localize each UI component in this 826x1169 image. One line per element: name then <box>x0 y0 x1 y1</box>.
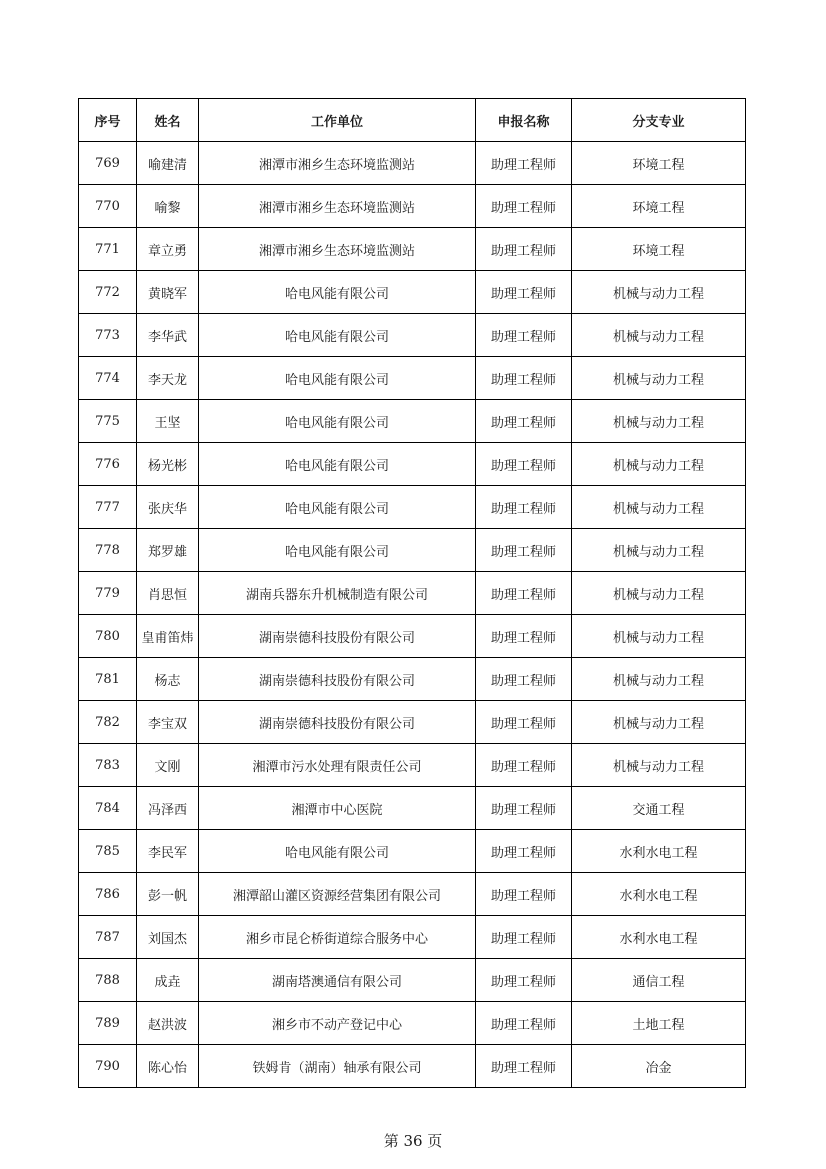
header-serial-number: 序号 <box>79 99 137 142</box>
table-row <box>79 1045 746 1088</box>
table-header-row <box>79 99 746 142</box>
cell-work-unit: 湘潭韶山灌区资源经营集团有限公司 <box>199 873 476 916</box>
table-row <box>79 142 746 185</box>
header-name: 姓名 <box>137 99 199 142</box>
cell-name: 冯泽西 <box>137 787 199 830</box>
cell-specialty: 机械与动力工程 <box>572 314 746 357</box>
cell-serial-number: 774 <box>79 357 137 400</box>
cell-specialty: 机械与动力工程 <box>572 486 746 529</box>
table-body <box>79 142 746 1088</box>
cell-serial-number: 790 <box>79 1045 137 1088</box>
cell-work-unit: 哈电风能有限公司 <box>199 443 476 486</box>
cell-name: 李民军 <box>137 830 199 873</box>
cell-application-title: 助理工程师 <box>476 787 572 830</box>
cell-specialty: 机械与动力工程 <box>572 615 746 658</box>
cell-application-title: 助理工程师 <box>476 744 572 787</box>
cell-application-title: 助理工程师 <box>476 830 572 873</box>
cell-work-unit: 哈电风能有限公司 <box>199 400 476 443</box>
cell-name: 喻黎 <box>137 185 199 228</box>
cell-specialty: 环境工程 <box>572 185 746 228</box>
cell-application-title: 助理工程师 <box>476 314 572 357</box>
cell-serial-number: 784 <box>79 787 137 830</box>
cell-application-title: 助理工程师 <box>476 701 572 744</box>
table-row <box>79 529 746 572</box>
cell-serial-number: 781 <box>79 658 137 701</box>
cell-application-title: 助理工程师 <box>476 486 572 529</box>
cell-application-title: 助理工程师 <box>476 1002 572 1045</box>
table-row <box>79 830 746 873</box>
table-row <box>79 1002 746 1045</box>
roster-table <box>78 98 746 1088</box>
cell-specialty: 机械与动力工程 <box>572 271 746 314</box>
cell-specialty: 水利水电工程 <box>572 916 746 959</box>
cell-work-unit: 湖南塔澳通信有限公司 <box>199 959 476 1002</box>
cell-specialty: 机械与动力工程 <box>572 357 746 400</box>
cell-serial-number: 773 <box>79 314 137 357</box>
cell-work-unit: 湘潭市湘乡生态环境监测站 <box>199 228 476 271</box>
cell-application-title: 助理工程师 <box>476 400 572 443</box>
cell-name: 赵洪波 <box>137 1002 199 1045</box>
cell-application-title: 助理工程师 <box>476 615 572 658</box>
cell-work-unit: 湘乡市不动产登记中心 <box>199 1002 476 1045</box>
cell-serial-number: 786 <box>79 873 137 916</box>
cell-serial-number: 776 <box>79 443 137 486</box>
cell-name: 皇甫笛炜 <box>137 615 199 658</box>
cell-application-title: 助理工程师 <box>476 142 572 185</box>
cell-name: 李天龙 <box>137 357 199 400</box>
cell-name: 成垚 <box>137 959 199 1002</box>
cell-serial-number: 789 <box>79 1002 137 1045</box>
cell-specialty: 环境工程 <box>572 142 746 185</box>
cell-work-unit: 哈电风能有限公司 <box>199 830 476 873</box>
cell-serial-number: 769 <box>79 142 137 185</box>
table-row <box>79 873 746 916</box>
cell-application-title: 助理工程师 <box>476 529 572 572</box>
cell-serial-number: 778 <box>79 529 137 572</box>
cell-work-unit: 哈电风能有限公司 <box>199 357 476 400</box>
header-application-title: 申报名称 <box>476 99 572 142</box>
cell-work-unit: 湘潭市污水处理有限责任公司 <box>199 744 476 787</box>
table-row <box>79 572 746 615</box>
cell-application-title: 助理工程师 <box>476 271 572 314</box>
cell-work-unit: 湖南崇德科技股份有限公司 <box>199 658 476 701</box>
cell-name: 喻建清 <box>137 142 199 185</box>
cell-work-unit: 铁姆肯（湖南）轴承有限公司 <box>199 1045 476 1088</box>
cell-serial-number: 772 <box>79 271 137 314</box>
cell-serial-number: 785 <box>79 830 137 873</box>
table-row <box>79 185 746 228</box>
table-row <box>79 615 746 658</box>
cell-name: 杨光彬 <box>137 443 199 486</box>
cell-specialty: 机械与动力工程 <box>572 572 746 615</box>
table-row <box>79 701 746 744</box>
cell-serial-number: 771 <box>79 228 137 271</box>
cell-serial-number: 777 <box>79 486 137 529</box>
cell-name: 郑罗雄 <box>137 529 199 572</box>
cell-application-title: 助理工程师 <box>476 443 572 486</box>
cell-serial-number: 783 <box>79 744 137 787</box>
cell-specialty: 水利水电工程 <box>572 830 746 873</box>
cell-specialty: 机械与动力工程 <box>572 529 746 572</box>
cell-name: 黄晓军 <box>137 271 199 314</box>
cell-application-title: 助理工程师 <box>476 959 572 1002</box>
cell-name: 文刚 <box>137 744 199 787</box>
cell-specialty: 机械与动力工程 <box>572 400 746 443</box>
cell-name: 章立勇 <box>137 228 199 271</box>
cell-work-unit: 湖南崇德科技股份有限公司 <box>199 615 476 658</box>
cell-name: 王坚 <box>137 400 199 443</box>
table-row <box>79 228 746 271</box>
cell-work-unit: 湖南兵器东升机械制造有限公司 <box>199 572 476 615</box>
cell-specialty: 冶金 <box>572 1045 746 1088</box>
cell-work-unit: 哈电风能有限公司 <box>199 271 476 314</box>
cell-application-title: 助理工程师 <box>476 357 572 400</box>
cell-serial-number: 775 <box>79 400 137 443</box>
cell-name: 肖思恒 <box>137 572 199 615</box>
cell-work-unit: 湘乡市昆仑桥街道综合服务中心 <box>199 916 476 959</box>
table-row <box>79 271 746 314</box>
cell-serial-number: 782 <box>79 701 137 744</box>
table-row <box>79 959 746 1002</box>
table-row <box>79 357 746 400</box>
cell-work-unit: 湘潭市湘乡生态环境监测站 <box>199 185 476 228</box>
cell-work-unit: 湘潭市中心医院 <box>199 787 476 830</box>
table-row <box>79 443 746 486</box>
cell-application-title: 助理工程师 <box>476 873 572 916</box>
cell-specialty: 通信工程 <box>572 959 746 1002</box>
cell-work-unit: 哈电风能有限公司 <box>199 486 476 529</box>
header-specialty: 分支专业 <box>572 99 746 142</box>
table-row <box>79 658 746 701</box>
cell-work-unit: 哈电风能有限公司 <box>199 314 476 357</box>
cell-specialty: 交通工程 <box>572 787 746 830</box>
cell-serial-number: 780 <box>79 615 137 658</box>
cell-work-unit: 哈电风能有限公司 <box>199 529 476 572</box>
table-row <box>79 314 746 357</box>
cell-serial-number: 779 <box>79 572 137 615</box>
cell-application-title: 助理工程师 <box>476 1045 572 1088</box>
cell-application-title: 助理工程师 <box>476 658 572 701</box>
cell-name: 张庆华 <box>137 486 199 529</box>
cell-serial-number: 770 <box>79 185 137 228</box>
cell-specialty: 水利水电工程 <box>572 873 746 916</box>
cell-name: 李宝双 <box>137 701 199 744</box>
cell-serial-number: 788 <box>79 959 137 1002</box>
cell-specialty: 机械与动力工程 <box>572 443 746 486</box>
cell-name: 陈心怡 <box>137 1045 199 1088</box>
cell-specialty: 环境工程 <box>572 228 746 271</box>
header-work-unit: 工作单位 <box>199 99 476 142</box>
table-row <box>79 916 746 959</box>
cell-application-title: 助理工程师 <box>476 185 572 228</box>
cell-name: 杨志 <box>137 658 199 701</box>
cell-work-unit: 湖南崇德科技股份有限公司 <box>199 701 476 744</box>
cell-name: 彭一帆 <box>137 873 199 916</box>
table-row <box>79 787 746 830</box>
table-row <box>79 744 746 787</box>
cell-application-title: 助理工程师 <box>476 572 572 615</box>
table-row <box>79 400 746 443</box>
cell-application-title: 助理工程师 <box>476 228 572 271</box>
cell-serial-number: 787 <box>79 916 137 959</box>
cell-application-title: 助理工程师 <box>476 916 572 959</box>
table-row <box>79 486 746 529</box>
cell-work-unit: 湘潭市湘乡生态环境监测站 <box>199 142 476 185</box>
cell-name: 刘国杰 <box>137 916 199 959</box>
cell-specialty: 机械与动力工程 <box>572 744 746 787</box>
cell-specialty: 土地工程 <box>572 1002 746 1045</box>
cell-specialty: 机械与动力工程 <box>572 701 746 744</box>
cell-name: 李华武 <box>137 314 199 357</box>
cell-specialty: 机械与动力工程 <box>572 658 746 701</box>
page-number: 第 36 页 <box>383 1132 443 1150</box>
